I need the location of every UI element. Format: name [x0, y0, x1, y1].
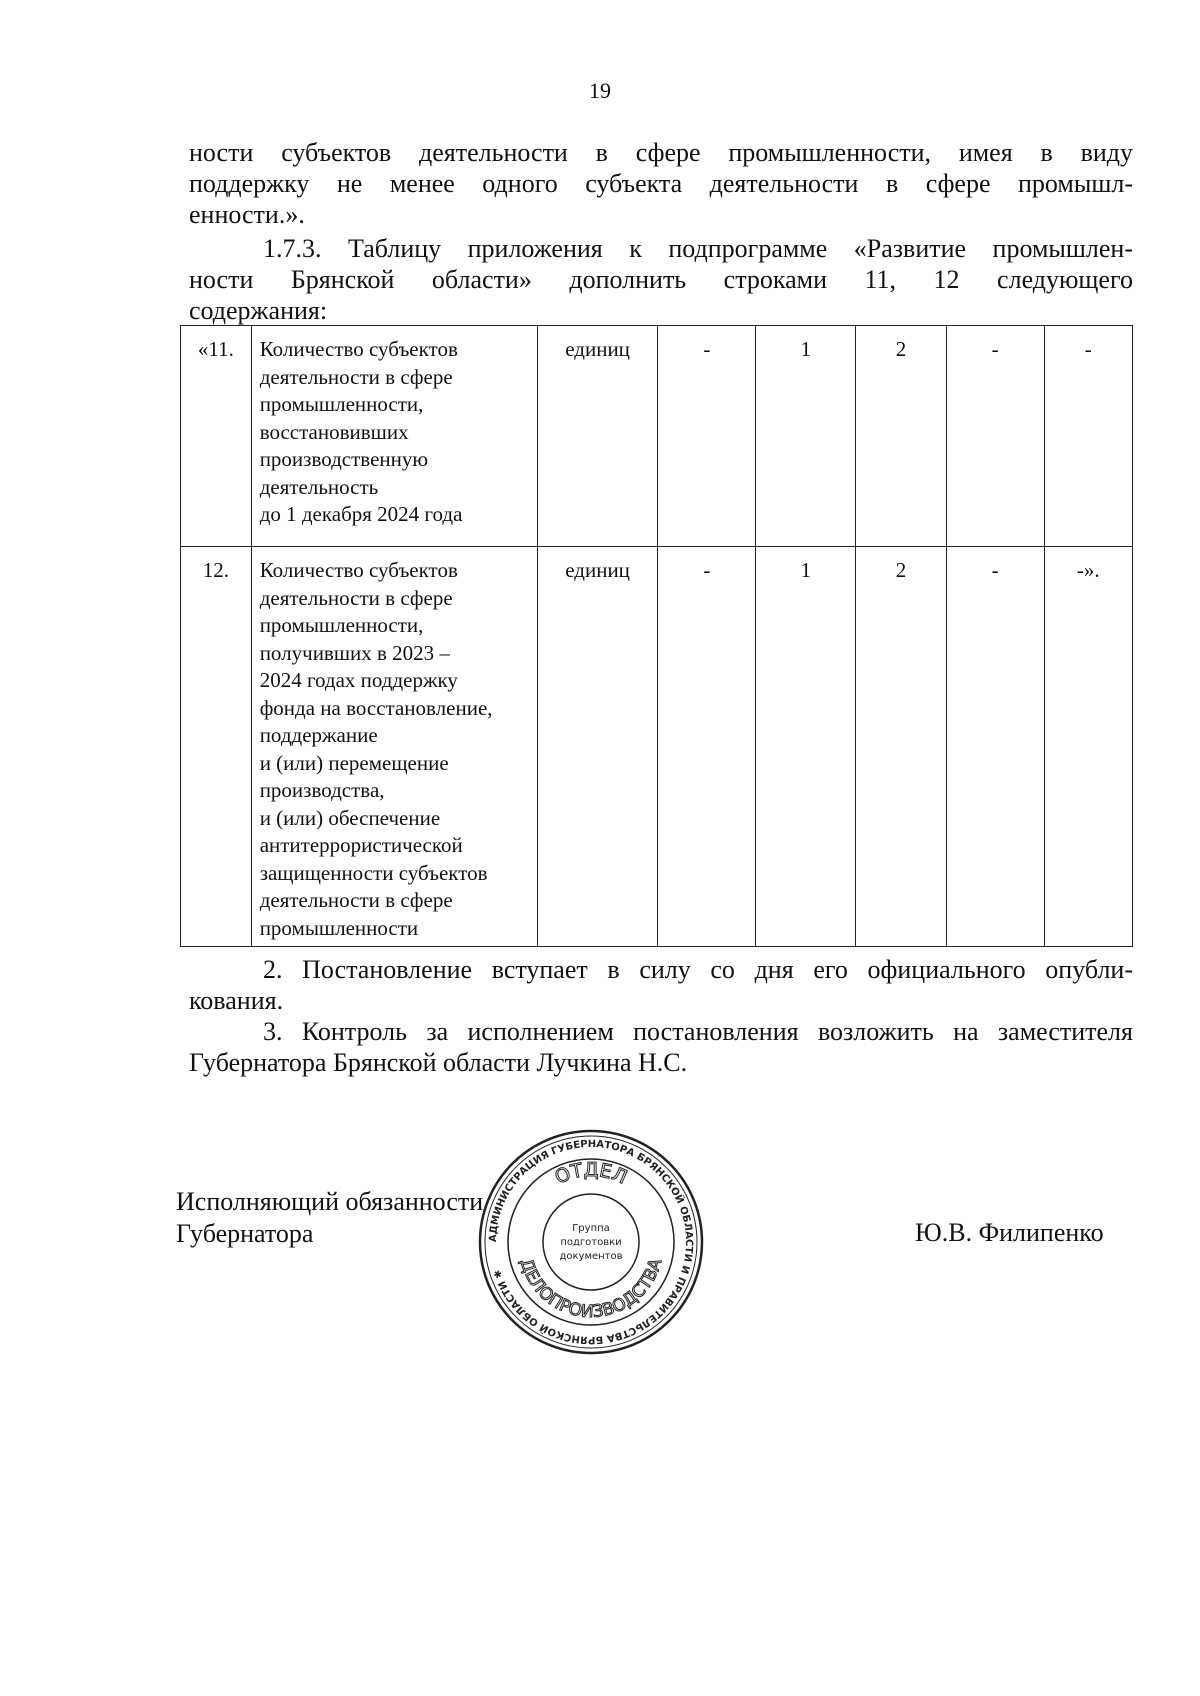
row-number: «11.	[181, 326, 252, 547]
indicator-name-line: до 1 декабря 2024 года	[259, 502, 463, 526]
signatory-position-line: Исполняющий обязанности	[176, 1187, 484, 1216]
indicator-name-line: и (или) перемещение	[259, 750, 449, 775]
indicator-name-line: промышленности,	[259, 613, 424, 637]
text-line: енности.».	[189, 200, 305, 229]
paragraph-continuation	[189, 137, 1133, 230]
indicator-name-line: фонда на восстановление,	[259, 695, 493, 720]
indicator-name-line: поддержание	[259, 723, 378, 747]
text-line: 1.7.3. Таблицу приложения к подпрограмме «Развитие промышлен-	[263, 234, 1133, 263]
text-line: Губернатора Брянской области Лучкина Н.С.	[189, 1048, 688, 1077]
indicator-name	[251, 326, 537, 547]
indicator-name-line: антитеррористической	[259, 833, 463, 857]
indicator-name-line: получивших в 2023 –	[259, 640, 450, 665]
seal-dept-top: ОТДЕЛ	[551, 1158, 631, 1189]
value-cell: -	[946, 326, 1044, 547]
indicator-name-line: защищенности субъектов	[259, 860, 488, 885]
seal-center-line: документов	[559, 1251, 623, 1262]
signatory-name: Ю.В. Филипенко	[915, 1218, 1104, 1247]
text-line: кования.	[189, 986, 284, 1015]
indicator-name-line: деятельности в сфере	[259, 364, 453, 389]
indicator-name-line: промышленности,	[259, 392, 424, 416]
unit-cell: единиц	[537, 547, 657, 947]
indicator-name-line: и (или) обеспечение	[259, 805, 441, 830]
indicator-name-line: деятельность	[259, 474, 379, 499]
indicator-name	[251, 547, 537, 947]
seal-outer-text: АДМИНИСТРАЦИЯ ГУБЕРНАТОРА БРЯНСКОЙ ОБЛАСТИ И ПРАВИТЕЛЬСТВА БРЯНСКОЙ ОБЛАСТИ ✱	[487, 1138, 695, 1346]
value-cell: 2	[856, 547, 946, 947]
indicator-name-line: Количество субъектов	[259, 337, 458, 361]
indicator-table	[180, 325, 1133, 947]
value-cell: -	[1044, 326, 1132, 547]
text-line: 2. Постановление вступает в силу со дня его официального опубли-	[263, 955, 1133, 984]
value-cell: 2	[856, 326, 946, 547]
indicator-name-line: промышленности	[259, 915, 419, 940]
seal-dept-bottom: ДЕЛОПРОИЗВОДСТВА	[515, 1256, 667, 1323]
value-cell: -	[658, 547, 756, 947]
indicator-name-line: 2024 годах поддержку	[259, 668, 458, 692]
indicator-name-line: восстановивших	[259, 419, 409, 444]
text-line: ности субъектов деятельности в сфере промышленности, имея в виду	[189, 138, 1133, 167]
value-cell: -	[658, 326, 756, 547]
row-number: 12.	[181, 547, 252, 947]
value-cell: -».	[1044, 547, 1132, 947]
text-line: содержания:	[189, 296, 328, 325]
seal-center-line: подготовки	[560, 1237, 622, 1248]
value-cell: 1	[756, 547, 856, 947]
text-line: поддержку не менее одного субъекта деятельности в сфере промышл-	[189, 169, 1133, 198]
official-seal	[476, 1127, 706, 1357]
indicator-name-line: деятельности в сфере	[259, 888, 453, 912]
value-cell: 1	[756, 326, 856, 547]
text-line: ности Брянской области» дополнить строками 11, 12 следующего	[189, 265, 1133, 294]
table-row	[181, 547, 1133, 947]
seal-center-line: Группа	[572, 1223, 610, 1234]
indicator-name-line: производства,	[259, 778, 385, 802]
paragraph-item-1-7-3	[189, 233, 1133, 326]
indicator-name-line: деятельности в сфере	[259, 585, 453, 610]
value-cell: -	[946, 547, 1044, 947]
text-line: 3. Контроль за исполнением постановления возложить на заместителя	[263, 1017, 1133, 1046]
table-row	[181, 326, 1133, 547]
indicator-name-line: производственную	[259, 447, 429, 471]
signatory-position	[176, 1186, 483, 1250]
unit-cell: единиц	[537, 326, 657, 547]
paragraph-item-3	[189, 1016, 1133, 1078]
indicator-name-line: Количество субъектов	[259, 558, 458, 582]
paragraph-item-2	[189, 954, 1133, 1016]
page-number: 19	[589, 78, 611, 103]
signatory-position-line: Губернатора	[176, 1219, 314, 1248]
